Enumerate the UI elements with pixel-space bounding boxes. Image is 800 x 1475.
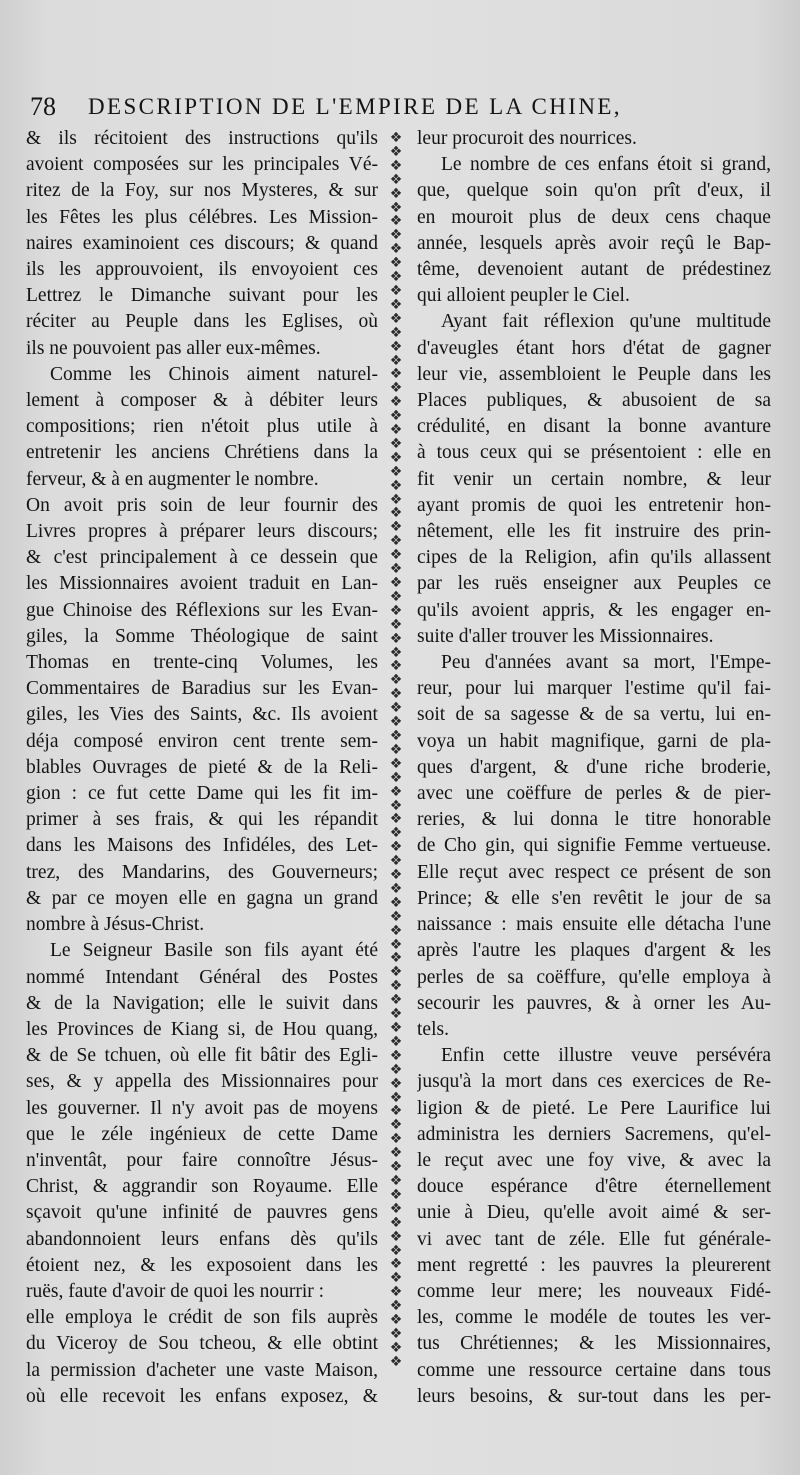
text-line: ligion & de pieté. Le Pere Laurifice lui bbox=[417, 1097, 771, 1119]
text-line: nombre à Jésus-Christ. bbox=[26, 914, 205, 936]
divider-ornament-icon: ❖ bbox=[389, 672, 403, 689]
text-line: réciter au Peuple dans les Eglises, où bbox=[26, 311, 378, 333]
divider-ornament-icon: ❖ bbox=[389, 602, 403, 619]
divider-ornament-icon: ❖ bbox=[389, 811, 403, 828]
divider-ornament-icon: ❖ bbox=[389, 880, 403, 897]
text-line: qui alloient peupler le Ciel. bbox=[417, 285, 630, 307]
text-line: déja composé environ cent trente sem- bbox=[26, 730, 378, 752]
text-line: Places publiques, & abusoient de sa bbox=[417, 390, 771, 412]
divider-ornament-icon: ❖ bbox=[389, 491, 403, 508]
divider-ornament-icon: ❖ bbox=[389, 1353, 403, 1370]
divider-ornament-icon: ❖ bbox=[389, 936, 403, 953]
divider-ornament-icon: ❖ bbox=[389, 199, 403, 216]
text-line: Comme les Chinois aiment naturel- bbox=[50, 363, 378, 385]
divider-ornament-icon: ❖ bbox=[389, 894, 403, 911]
text-line: entretenir les anciens Chrétiens dans la bbox=[26, 442, 378, 464]
text-line: dans les Maisons des Infidéles, des Let- bbox=[26, 835, 378, 857]
text-line: crédulité, en disant la bonne avanture bbox=[417, 416, 771, 438]
text-line: nommé Intendant Général des Postes bbox=[26, 966, 378, 988]
divider-ornament-icon: ❖ bbox=[389, 408, 403, 425]
divider-ornament-icon: ❖ bbox=[389, 1061, 403, 1078]
text-line: tels. bbox=[417, 1018, 449, 1040]
text-line: secourir les pauvres, & à orner les Au- bbox=[417, 992, 771, 1014]
divider-ornament-icon: ❖ bbox=[389, 310, 403, 327]
page-header bbox=[30, 92, 770, 128]
divider-ornament-icon: ❖ bbox=[389, 227, 403, 244]
divider-ornament-icon: ❖ bbox=[389, 825, 403, 842]
text-line: perles de sa coëffure, qu'elle employa à bbox=[417, 966, 771, 988]
text-line: vi avec tant de zéle. Elle fut générale- bbox=[417, 1228, 771, 1250]
text-line: étoient nez, & les exposoient dans les bbox=[26, 1254, 378, 1276]
text-line: reries, & lui donna le titre honorable bbox=[417, 809, 771, 831]
divider-ornament-icon: ❖ bbox=[389, 1033, 403, 1050]
text-line: suite d'aller trouver les Missionnaires. bbox=[417, 625, 714, 647]
divider-ornament-icon: ❖ bbox=[389, 686, 403, 703]
divider-ornament-icon: ❖ bbox=[389, 1214, 403, 1231]
text-line: comme une ressource certaine dans tous bbox=[417, 1359, 771, 1381]
text-line: Livres propres à préparer leurs discours; bbox=[26, 521, 378, 543]
text-line: ruës, faute d'avoir de quoi les nourrir : bbox=[26, 1280, 325, 1302]
divider-ornament-icon: ❖ bbox=[389, 1145, 403, 1162]
text-line: Le nombre de ces enfans étoit si grand, bbox=[441, 154, 771, 176]
text-line: d'aveugles étant hors d'état de gagner bbox=[417, 337, 771, 359]
divider-ornament-icon: ❖ bbox=[389, 950, 403, 967]
divider-ornament-icon: ❖ bbox=[389, 867, 403, 884]
running-title: DESCRIPTION DE L'EMPIRE DE LA CHINE, bbox=[88, 94, 622, 119]
text-line: abandonnoient leurs enfans dès qu'ils bbox=[26, 1228, 378, 1250]
divider-ornament-icon: ❖ bbox=[389, 1339, 403, 1356]
text-line: naissance : mais ensuite elle détacha l'une bbox=[417, 914, 771, 936]
text-line: comme leur mere; les nouveaux Fidé- bbox=[417, 1280, 771, 1302]
ornamental-column-divider bbox=[386, 132, 406, 1372]
text-line: le reçut avec une foy vive, & avec la bbox=[417, 1149, 771, 1171]
text-line: année, lesquels après avoir reçû le Bap- bbox=[417, 232, 771, 254]
divider-ornament-icon: ❖ bbox=[389, 1200, 403, 1217]
divider-ornament-icon: ❖ bbox=[389, 1075, 403, 1092]
divider-ornament-icon: ❖ bbox=[389, 547, 403, 564]
divider-ornament-icon: ❖ bbox=[389, 449, 403, 466]
text-line: primer à ses frais, & qui les répandit bbox=[26, 809, 378, 831]
text-line: la permission d'acheter une vaste Maison, bbox=[26, 1359, 378, 1381]
divider-ornament-icon: ❖ bbox=[389, 1020, 403, 1036]
text-line: du Viceroy de Sou tcheou, & elle obtint bbox=[26, 1333, 378, 1355]
divider-ornament-icon: ❖ bbox=[389, 394, 403, 411]
divider-ornament-icon: ❖ bbox=[389, 366, 403, 383]
divider-ornament-icon: ❖ bbox=[389, 853, 403, 870]
divider-ornament-icon: ❖ bbox=[389, 435, 403, 452]
text-line: On avoit pris soin de leur fournir des bbox=[26, 494, 378, 516]
divider-ornament-icon: ❖ bbox=[389, 714, 403, 731]
text-line: douce espérance d'être éternellement bbox=[417, 1176, 771, 1198]
text-line: Commentaires de Baradius sur les Evan- bbox=[26, 678, 378, 700]
text-line: & de la Navigation; elle le suivit dans bbox=[26, 992, 378, 1014]
text-line: Prince; & elle s'en revêtit le jour de sa bbox=[417, 887, 771, 909]
text-line: Le Seigneur Basile son fils ayant été bbox=[50, 940, 378, 962]
divider-ornament-icon: ❖ bbox=[389, 1089, 403, 1106]
text-line: giles, la Somme Théologique de saint bbox=[26, 625, 378, 647]
divider-ornament-icon: ❖ bbox=[389, 1131, 403, 1148]
divider-ornament-icon: ❖ bbox=[389, 1117, 403, 1134]
text-line: leur vie, assembloient le Peuple dans les bbox=[417, 363, 771, 385]
text-line: en mouroit plus de deux cens chaque bbox=[417, 206, 771, 228]
divider-ornament-icon: ❖ bbox=[389, 588, 403, 605]
divider-ornament-icon: ❖ bbox=[389, 1312, 403, 1329]
divider-ornament-icon: ❖ bbox=[389, 296, 403, 313]
divider-ornament-icon: ❖ bbox=[389, 255, 403, 272]
divider-ornament-icon: ❖ bbox=[389, 964, 403, 981]
divider-ornament-icon: ❖ bbox=[389, 171, 403, 188]
divider-ornament-icon: ❖ bbox=[389, 143, 403, 160]
divider-ornament-icon: ❖ bbox=[389, 992, 403, 1009]
text-line: ritez de la Foy, sur nos Mysteres, & sur bbox=[26, 180, 378, 202]
text-line: avec une coëffure de perles & de pier- bbox=[417, 783, 771, 805]
divider-ornament-icon: ❖ bbox=[389, 769, 403, 786]
text-line: & par ce moyen elle en gagna un grand bbox=[26, 887, 378, 909]
text-line: n'inventât, pour faire connoître Jésus- bbox=[26, 1149, 378, 1171]
divider-ornament-icon: ❖ bbox=[389, 727, 403, 744]
text-line: les Fêtes les plus célébres. Les Mission- bbox=[26, 206, 378, 228]
divider-ornament-icon: ❖ bbox=[389, 505, 403, 522]
divider-ornament-icon: ❖ bbox=[389, 1284, 403, 1301]
text-line: & c'est principalement à ce dessein que bbox=[26, 547, 378, 569]
text-line: après l'autre les plaques d'argent & les bbox=[417, 940, 771, 962]
divider-ornament-icon: ❖ bbox=[389, 1270, 403, 1287]
text-line: ment regretté : les pauvres la pleurerent bbox=[417, 1254, 771, 1276]
divider-ornament-icon: ❖ bbox=[389, 616, 403, 633]
divider-ornament-icon: ❖ bbox=[389, 1298, 403, 1315]
divider-ornament-icon: ❖ bbox=[389, 477, 403, 494]
text-line: ferveur, & à en augmenter le nombre. bbox=[26, 468, 319, 490]
divider-ornament-icon: ❖ bbox=[389, 978, 403, 995]
text-line: les Provinces de Kiang si, de Hou quang, bbox=[26, 1018, 378, 1040]
text-line: naires examinoient ces discours; & quand bbox=[26, 232, 378, 254]
divider-ornament-icon: ❖ bbox=[389, 797, 403, 814]
text-line: de Cho gin, qui signifie Femme vertueuse. bbox=[417, 835, 771, 857]
divider-ornament-icon: ❖ bbox=[389, 422, 403, 439]
divider-ornament-icon: ❖ bbox=[389, 1325, 403, 1342]
text-line: tus Chrétiennes; & les Missionnaires, bbox=[417, 1333, 771, 1355]
text-line: Christ, & aggrandir son Royaume. Elle bbox=[26, 1176, 378, 1198]
text-line: qu'ils avoient appris, & les engager en- bbox=[417, 599, 771, 621]
text-line: jusqu'à la mort dans ces exercices de Re- bbox=[417, 1071, 771, 1093]
divider-ornament-icon: ❖ bbox=[389, 908, 403, 925]
divider-ornament-icon: ❖ bbox=[389, 380, 403, 397]
divider-ornament-icon: ❖ bbox=[389, 630, 403, 647]
text-line: blables Ouvrages de pieté & de la Reli- bbox=[26, 756, 378, 778]
text-line: ques d'argent, & d'une riche broderie, bbox=[417, 756, 771, 778]
divider-ornament-icon: ❖ bbox=[389, 519, 403, 536]
divider-ornament-icon: ❖ bbox=[389, 922, 403, 939]
text-line: soit de sa sagesse & de sa vertu, lui en- bbox=[417, 704, 771, 726]
divider-ornament-icon: ❖ bbox=[389, 1103, 403, 1120]
text-line: gion : ce fut cette Dame qui les fit im- bbox=[26, 783, 378, 805]
text-line: tême, devenoient autant de prédestinez bbox=[417, 259, 771, 281]
right-text-column bbox=[417, 126, 771, 1410]
text-line: par les ruës enseigner aux Peuples ce bbox=[417, 573, 771, 595]
divider-ornament-icon: ❖ bbox=[389, 658, 403, 675]
text-line: cipes de la Religion, afin qu'ils allassent bbox=[417, 547, 771, 569]
text-line: gue Chinoise des Réflexions sur les Evan- bbox=[26, 599, 378, 621]
text-line: ses, & y appella des Missionnaires pour bbox=[26, 1071, 378, 1093]
text-line: Ayant fait réflexion qu'une multitude bbox=[441, 311, 771, 333]
text-line: leurs besoins, & sur-tout dans les per- bbox=[417, 1385, 771, 1407]
divider-ornament-icon: ❖ bbox=[389, 1006, 403, 1023]
text-line: Lettrez le Dimanche suivant pour les bbox=[26, 285, 378, 307]
divider-ornament-icon: ❖ bbox=[389, 783, 403, 800]
text-line: Elle reçut avec respect ce présent de son bbox=[417, 861, 771, 883]
divider-ornament-icon: ❖ bbox=[389, 185, 403, 202]
divider-ornament-icon: ❖ bbox=[389, 338, 403, 355]
text-line: unie à Dieu, qu'elle avoit aimé & ser- bbox=[417, 1202, 771, 1224]
text-line: administra les derniers Sacremens, qu'el- bbox=[417, 1123, 771, 1145]
text-line: nêtement, elle les fit instruire des prin- bbox=[417, 521, 771, 543]
text-line: les gouverner. Il n'y avoit pas de moyens bbox=[26, 1097, 378, 1119]
text-line: les, comme le modéle de toutes les ver- bbox=[417, 1307, 771, 1329]
divider-ornament-icon: ❖ bbox=[389, 1172, 403, 1189]
divider-ornament-icon: ❖ bbox=[389, 282, 403, 299]
text-line: où elle recevoit les enfans exposez, & bbox=[26, 1385, 378, 1407]
divider-ornament-icon: ❖ bbox=[389, 241, 403, 258]
text-line: sçavoit qu'une infinité de pauvres gens bbox=[26, 1202, 378, 1224]
text-line: leur procuroit des nourrices. bbox=[417, 128, 637, 149]
divider-ornament-icon: ❖ bbox=[389, 644, 403, 661]
divider-ornament-icon: ❖ bbox=[389, 324, 403, 341]
text-line: voya un habit magnifique, garni de pla- bbox=[417, 730, 771, 752]
divider-ornament-icon: ❖ bbox=[389, 1159, 403, 1176]
divider-ornament-icon: ❖ bbox=[389, 533, 403, 550]
text-line: elle employa le crédit de son fils auprès bbox=[26, 1307, 378, 1329]
text-line: trez, des Mandarins, des Gouverneurs; bbox=[26, 861, 378, 883]
divider-ornament-icon: ❖ bbox=[389, 463, 403, 480]
text-line: que le zéle ingénieux de cette Dame bbox=[26, 1123, 378, 1145]
text-line: ils les approuvoient, ils envoyoient ces bbox=[26, 259, 378, 281]
text-line: avoient composées sur les principales Vé- bbox=[26, 154, 378, 176]
text-line: lement à composer & à débiter leurs bbox=[26, 390, 378, 412]
divider-ornament-icon: ❖ bbox=[389, 157, 403, 174]
divider-ornament-icon: ❖ bbox=[389, 561, 403, 578]
divider-ornament-icon: ❖ bbox=[389, 575, 403, 591]
divider-ornament-icon: ❖ bbox=[389, 1242, 403, 1259]
divider-ornament-icon: ❖ bbox=[389, 1256, 403, 1273]
text-line: reur, pour lui marquer l'estime qu'il fai- bbox=[417, 678, 771, 700]
divider-ornament-icon: ❖ bbox=[389, 741, 403, 758]
text-line: & de Se tchuen, où elle fit bâtir des Egli- bbox=[26, 1045, 378, 1067]
page-number: 78 bbox=[30, 92, 56, 121]
text-line: compositions; rien n'étoit plus utile à bbox=[26, 416, 378, 438]
divider-ornament-icon: ❖ bbox=[389, 269, 403, 286]
text-line: que, quelque soin qu'on prît d'eux, il bbox=[417, 180, 771, 202]
text-line: & ils récitoient des instructions qu'ils bbox=[26, 128, 378, 149]
text-line: giles, les Vies des Saints, &c. Ils avoient bbox=[26, 704, 378, 726]
divider-ornament-icon: ❖ bbox=[389, 132, 403, 146]
divider-ornament-icon: ❖ bbox=[389, 1228, 403, 1245]
text-line: les Missionnaires avoient traduit en Lan- bbox=[26, 573, 378, 595]
divider-ornament-icon: ❖ bbox=[389, 1186, 403, 1203]
divider-ornament-icon: ❖ bbox=[389, 755, 403, 772]
text-line: ayant promis de quoi les entretenir hon- bbox=[417, 494, 771, 516]
text-line: Thomas en trente-cinq Volumes, les bbox=[26, 652, 378, 674]
left-text-column bbox=[26, 126, 378, 1410]
text-line: ils ne pouvoient pas aller eux-mêmes. bbox=[26, 337, 321, 359]
divider-ornament-icon: ❖ bbox=[389, 213, 403, 230]
divider-ornament-icon: ❖ bbox=[389, 1047, 403, 1064]
text-line: à tous ceux qui se présentoient : elle en bbox=[417, 442, 771, 464]
divider-ornament-icon: ❖ bbox=[389, 352, 403, 369]
text-line: fit venir un certain nombre, & leur bbox=[417, 468, 771, 490]
text-line: Peu d'années avant sa mort, l'Empe- bbox=[441, 652, 771, 674]
divider-ornament-icon: ❖ bbox=[389, 839, 403, 856]
text-line: Enfin cette illustre veuve persévéra bbox=[441, 1045, 771, 1067]
divider-ornament-icon: ❖ bbox=[389, 700, 403, 717]
